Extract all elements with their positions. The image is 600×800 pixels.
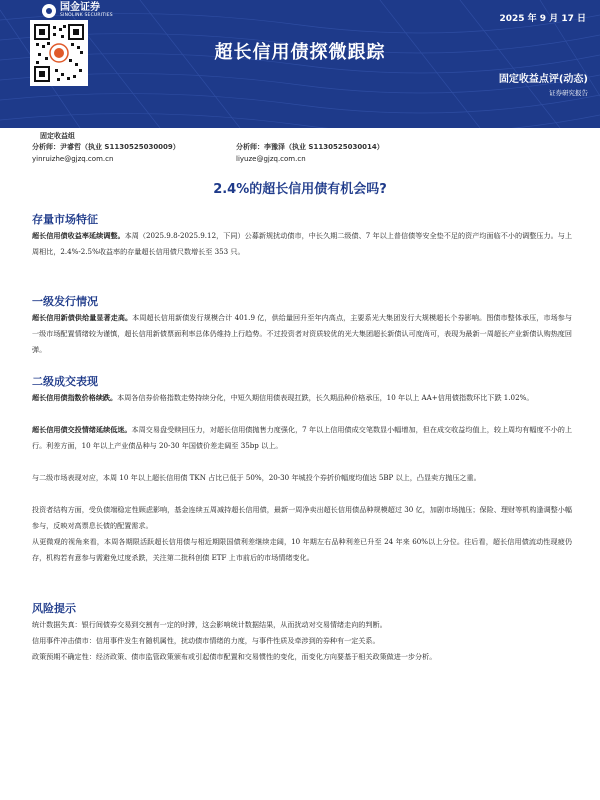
paragraph-body: 本周交易盘受赎回压力，对超长信用债抛售力度强化，7 年以上信用债成交笔数显小幅增加，但在成交收益均值上，较上周均有幅度不小的上行。利差方面，10 年以上产业债品种与 20-30 年国债价差走阔至 35bp 以上。: [32, 425, 573, 450]
analyst-email-link[interactable]: liyuze@gjzq.com.cn: [236, 155, 306, 163]
team-label: 固定收益组: [40, 132, 75, 140]
paragraph: 政策预期不确定性：经济政策、债市监管政策颁布或引起债市配置和交易惯性的变化，而变化方向要基于相关政策做进一步分析。: [32, 652, 437, 661]
analyst-block: [32, 141, 180, 165]
company-logo-icon: [42, 4, 56, 18]
section-title-secondary-trading: 二级成交表现: [32, 375, 98, 388]
analyst-block: [236, 141, 384, 165]
section-title-primary-issuance: 一级发行情况: [32, 295, 98, 308]
paragraph: 投资者结构方面，受负债端稳定性顾虑影响，基金连续五周减持超长信用债，最新一周净卖出超长信用债品种规模超过 30 亿，加剧市场抛压；保险、理财等机构逢调整小幅参与，反映对高票息长债的配置需求。: [32, 505, 572, 530]
paragraph: [32, 390, 572, 406]
paragraph-body: 本周各信券价格指数走势持续分化，中短久期信用债表现扛跌，长久期品种价格承压，10 年以上 AA+信用债指数环比下跌 1.02%。: [117, 393, 534, 402]
paragraph: [32, 310, 572, 358]
report-banner: [0, 0, 600, 128]
report-headline: 2.4%的超长信用债有机会吗?: [213, 182, 387, 197]
paragraph: 与二级市场表现对应，本周 10 年以上超长信用债 TKN 占比已低于 50%，20-30 年城投个券折价幅度均值达 5BP 以上，凸显卖方抛压之重。: [32, 473, 481, 482]
section-title-stock-market: 存量市场特征: [32, 213, 98, 226]
report-category: 固定收益点评(动态): [498, 74, 588, 85]
paragraph: [32, 422, 572, 454]
paragraph-lead: 超长信用债交投情绪延续低迷。: [32, 425, 132, 434]
report-subcategory: 证券研究报告: [549, 89, 588, 97]
paragraph: 统计数据失真：银行间债券交易到交割有一定的时滞，这会影响统计数据结果，从而扰动对交易情绪走向的判断。: [32, 620, 387, 629]
paragraph: [32, 228, 572, 260]
company-name-en: SINOLINK SECURITIES: [60, 13, 113, 18]
paragraph: 信用事件冲击债市：信用事件发生有随机属性，扰动债市情绪的力度，与事件性质及牵涉到的券种有一定关系。: [32, 636, 380, 645]
paragraph-lead: 超长信用债指数价格续跌。: [32, 393, 118, 402]
paragraph-body: 本周超长信用新债发行规模合计 401.9 亿，供给量回升至年内高点，主要系光大集团发行大规模超长个券影响。图债市整体承压，市场参与一级市场配置情绪较为谨慎，超长信用新债票面利率总体仍维持上行趋势。不过投资者对资质较优的光大集团超长新债认可度尚可，表现为最新一周超长产业新债认购热度回弹。: [32, 313, 572, 354]
paragraph: 从更微观的视角来看，本周各期限活跃超长信用债与相近期限国债利差继续走阔，10 年期左右品种利差已升至 24 年来 60%以上分位。往后看，超长信用债流动性现疲仍存，机构若有意参与需避免过度杀跌，关注第二批科创债 ETF 上市前后的市场情绪变化。: [32, 537, 572, 562]
section-title-risk-warning: 风险提示: [32, 602, 76, 615]
report-series-title: 超长信用债探微跟踪: [214, 42, 386, 63]
analyst-name: 分析师：李豫泽（执业 S1130525030014）: [236, 143, 384, 151]
analyst-name: 分析师：尹睿哲（执业 S1130525030009）: [32, 143, 180, 151]
report-date: 2025 年 9 月 17 日: [499, 14, 586, 24]
paragraph-lead: 超长信用新债供给量显著走高。: [32, 313, 133, 322]
company-logo: [42, 3, 113, 19]
paragraph-body: 本周（2025.9.8-2025.9.12，下同）公募新规扰动债市，中长久期二级债、7 年以上普信债等安全垫不足的资产均面临不小的调整压力。与上周相比，2.4%-2.5%收益率的存量超长信用债尺数增长至 353 只。: [32, 231, 572, 256]
paragraph-lead: 超长信用债收益率延续调整。: [32, 231, 125, 240]
analyst-email-link[interactable]: yinruizhe@gjzq.com.cn: [32, 155, 114, 163]
company-name-cn: 国金证券: [60, 2, 100, 13]
